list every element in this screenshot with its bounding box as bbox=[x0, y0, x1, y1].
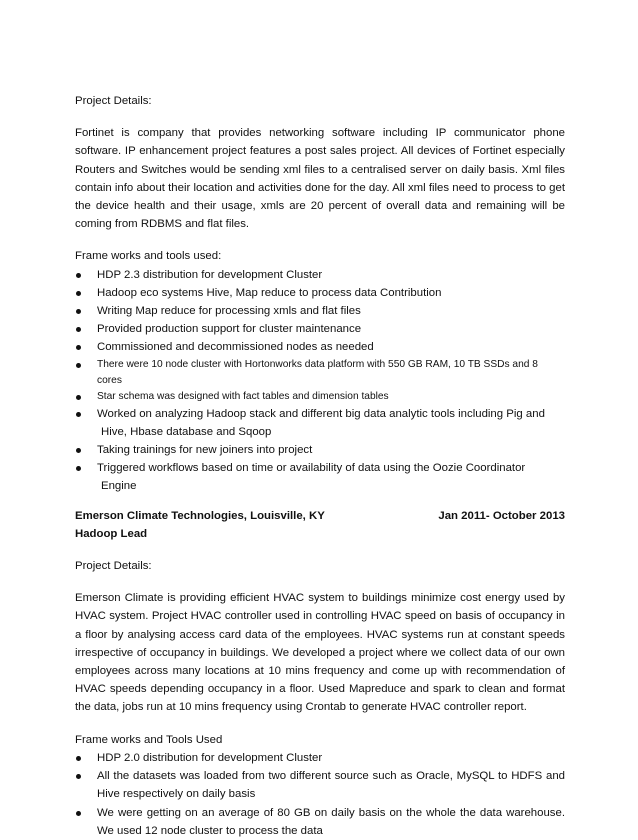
list-item: Hadoop eco systems Hive, Map reduce to process data Contribution bbox=[75, 284, 565, 302]
job-dates: Jan 2011- October 2013 bbox=[438, 509, 565, 522]
bullet-icon bbox=[76, 412, 81, 417]
bullet-icon bbox=[76, 811, 81, 816]
tools-list bbox=[75, 749, 565, 840]
bullet-icon bbox=[76, 327, 81, 332]
bullet-icon bbox=[76, 395, 81, 400]
project-details-heading: Project Details: bbox=[75, 560, 152, 573]
job-title: Hadoop Lead bbox=[75, 527, 148, 540]
list-item: Writing Map reduce for processing xmls and flat files bbox=[75, 302, 565, 320]
list-item: HDP 2.3 distribution for development Cluster bbox=[75, 266, 565, 284]
bullet-icon bbox=[76, 291, 81, 296]
list-item: All the datasets was loaded from two different source such as Oracle, MySQL to HDFS and Hive respectively on daily basis bbox=[75, 767, 565, 803]
bullet-icon bbox=[76, 345, 81, 350]
list-item: There were 10 node cluster with Hortonworks data platform with 550 GB RAM, 10 TB SSDs and 8 cores bbox=[75, 357, 565, 389]
document-content bbox=[75, 92, 565, 840]
list-item: Provided production support for cluster maintenance bbox=[75, 320, 565, 338]
bullet-icon bbox=[76, 363, 81, 368]
list-item: Triggered workflows based on time or availability of data using the Oozie Coordinator Engine bbox=[75, 459, 565, 495]
list-item: We were getting on an average of 80 GB on daily basis on the whole the data warehouse. We used 12 node cluster to process the data bbox=[75, 804, 565, 840]
bullet-icon bbox=[76, 774, 81, 779]
bullet-icon bbox=[76, 756, 81, 761]
list-item: Taking trainings for new joiners into project bbox=[75, 441, 565, 459]
list-item: Worked on analyzing Hadoop stack and different big data analytic tools including Pig and Hive, Hbase database and Sqoop bbox=[75, 405, 565, 441]
bullet-icon bbox=[76, 309, 81, 314]
bullet-icon bbox=[76, 273, 81, 278]
company-name: Emerson Climate Technologies, Louisville, KY bbox=[75, 509, 325, 522]
project-description: Fortinet is company that provides networking software including IP communicator phone software. IP enhancement project features a post sales project. All devices of Fortinet especially Routers and Switches would be sending xml files to a centralised server on daily basis. Xml files contain info about their location and activities done for the day. All xml files need to process to get the device health and their usage, xmls are 20 percent of overall data and remaining will be coming from RDBMS and flat files. bbox=[75, 127, 565, 231]
project-details-heading: Project Details: bbox=[75, 95, 152, 107]
project-description: Emerson Climate is providing efficient HVAC system to buildings minimize cost energy used by HVAC system. Project HVAC controller used in controlling HVAC speed on basis of occupancy in a floor by analysing access card data of the employees. HVAC systems run at constant speeds irrespective of occupancy in buildings. We developed a project where we collect data of our own employees across many locations at 10 mins frequency and come up with recommendation of HVAC speeds depending occupancy in a floor. Used Mapreduce and spark to clean and format the data, jobs run at 10 mins frequency using Crontab to generate HVAC controller report. bbox=[75, 592, 565, 714]
list-item: HDP 2.0 distribution for development Cluster bbox=[75, 749, 565, 767]
tools-list bbox=[75, 266, 565, 496]
job-header bbox=[75, 507, 565, 525]
bullet-icon bbox=[76, 466, 81, 471]
tools-heading: Frame works and Tools Used bbox=[75, 733, 223, 746]
list-item: Commissioned and decommissioned nodes as needed bbox=[75, 338, 565, 356]
bullet-icon bbox=[76, 448, 81, 453]
tools-heading: Frame works and tools used: bbox=[75, 250, 222, 263]
list-item: Star schema was designed with fact tables and dimension tables bbox=[75, 389, 565, 405]
